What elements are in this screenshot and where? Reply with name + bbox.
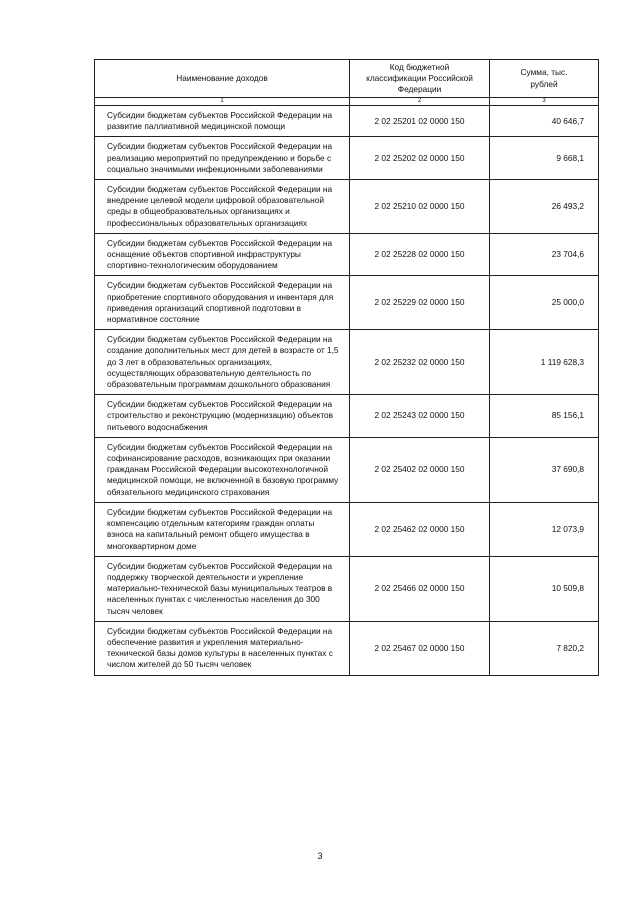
revenue-name: Субсидии бюджетам субъектов Российской Федерации на внедрение целевой модели цифровой образовательной среды в общеобразовательных организациях и профессиональных образовательных организациях: [95, 180, 350, 234]
amount: 25 000,0: [490, 276, 599, 330]
revenue-name: Субсидии бюджетам субъектов Российской Федерации на обеспечение развития и укрепления материально-технической базы домов культуры в населенных пунктах с числом жителей до 50 тысяч человек: [95, 621, 350, 675]
revenue-table: [94, 59, 599, 676]
budget-code: 2 02 25202 02 0000 150: [350, 137, 490, 180]
table-row: [95, 437, 599, 502]
amount: 85 156,1: [490, 395, 599, 438]
budget-code: 2 02 25229 02 0000 150: [350, 276, 490, 330]
budget-code: 2 02 25466 02 0000 150: [350, 556, 490, 621]
table-row: [95, 621, 599, 675]
revenue-name: Субсидии бюджетам субъектов Российской Федерации на поддержку творческой деятельности и укрепление материально-технической базы муниципальных театров в населенных пунктах с численностью населения до 300 тысяч человек: [95, 556, 350, 621]
amount: 7 820,2: [490, 621, 599, 675]
revenue-name: Субсидии бюджетам субъектов Российской Федерации на реализацию мероприятий по предупреждению и борьбе с социально значимыми инфекционными заболеваниями: [95, 137, 350, 180]
column-number: 2: [350, 98, 490, 106]
amount: 9 668,1: [490, 137, 599, 180]
revenue-name: Субсидии бюджетам субъектов Российской Федерации на софинансирование расходов, возникающих при оказании гражданам Российской Федерации высокотехнологичной медицинской помощи, не включенной в базовую программу обязательного медицинского страхования: [95, 437, 350, 502]
budget-code: 2 02 25228 02 0000 150: [350, 233, 490, 276]
table-row: [95, 276, 599, 330]
budget-code: 2 02 25462 02 0000 150: [350, 502, 490, 556]
page-number: 3: [317, 851, 323, 861]
header-sum: Сумма, тыс. рублей: [490, 60, 599, 98]
amount: 12 073,9: [490, 502, 599, 556]
revenue-name: Субсидии бюджетам субъектов Российской Федерации на приобретение спортивного оборудования и инвентаря для приведения организаций спортивной подготовки в нормативное состояние: [95, 276, 350, 330]
amount: 10 509,8: [490, 556, 599, 621]
budget-code: 2 02 25243 02 0000 150: [350, 395, 490, 438]
table-row: [95, 502, 599, 556]
budget-code: 2 02 25402 02 0000 150: [350, 437, 490, 502]
amount: 40 646,7: [490, 106, 599, 137]
budget-code: 2 02 25467 02 0000 150: [350, 621, 490, 675]
table-row: [95, 137, 599, 180]
header-code: Код бюджетной классификации Российской Федерации: [350, 60, 490, 98]
column-number: 3: [490, 98, 599, 106]
table-row: [95, 180, 599, 234]
table-row: [95, 330, 599, 395]
table-row: [95, 556, 599, 621]
amount: 26 493,2: [490, 180, 599, 234]
revenue-name: Субсидии бюджетам субъектов Российской Федерации на оснащение объектов спортивной инфраструктуры спортивно-технологическим оборудованием: [95, 233, 350, 276]
budget-code: 2 02 25201 02 0000 150: [350, 106, 490, 137]
revenue-name: Субсидии бюджетам субъектов Российской Федерации на развитие паллиативной медицинской помощи: [95, 106, 350, 137]
table-row: [95, 106, 599, 137]
column-number-row: [95, 98, 599, 106]
table-row: [95, 395, 599, 438]
column-number: 1: [95, 98, 350, 106]
table-row: [95, 233, 599, 276]
revenue-name: Субсидии бюджетам субъектов Российской Федерации на строительство и реконструкцию (модернизацию) объектов питьевого водоснабжения: [95, 395, 350, 438]
header-row: [95, 60, 599, 98]
budget-code: 2 02 25210 02 0000 150: [350, 180, 490, 234]
header-name: Наименование доходов: [95, 60, 350, 98]
budget-code: 2 02 25232 02 0000 150: [350, 330, 490, 395]
revenue-name: Субсидии бюджетам субъектов Российской Федерации на создание дополнительных мест для детей в возрасте от 1,5 до 3 лет в образовательных организациях, осуществляющих образовательную деятельность по образовательным программам дошкольного образования: [95, 330, 350, 395]
amount: 1 119 628,3: [490, 330, 599, 395]
amount: 23 704,6: [490, 233, 599, 276]
revenue-name: Субсидии бюджетам субъектов Российской Федерации на компенсацию отдельным категориям граждан оплаты взноса на капитальный ремонт общего имущества в многоквартирном доме: [95, 502, 350, 556]
amount: 37 690,8: [490, 437, 599, 502]
